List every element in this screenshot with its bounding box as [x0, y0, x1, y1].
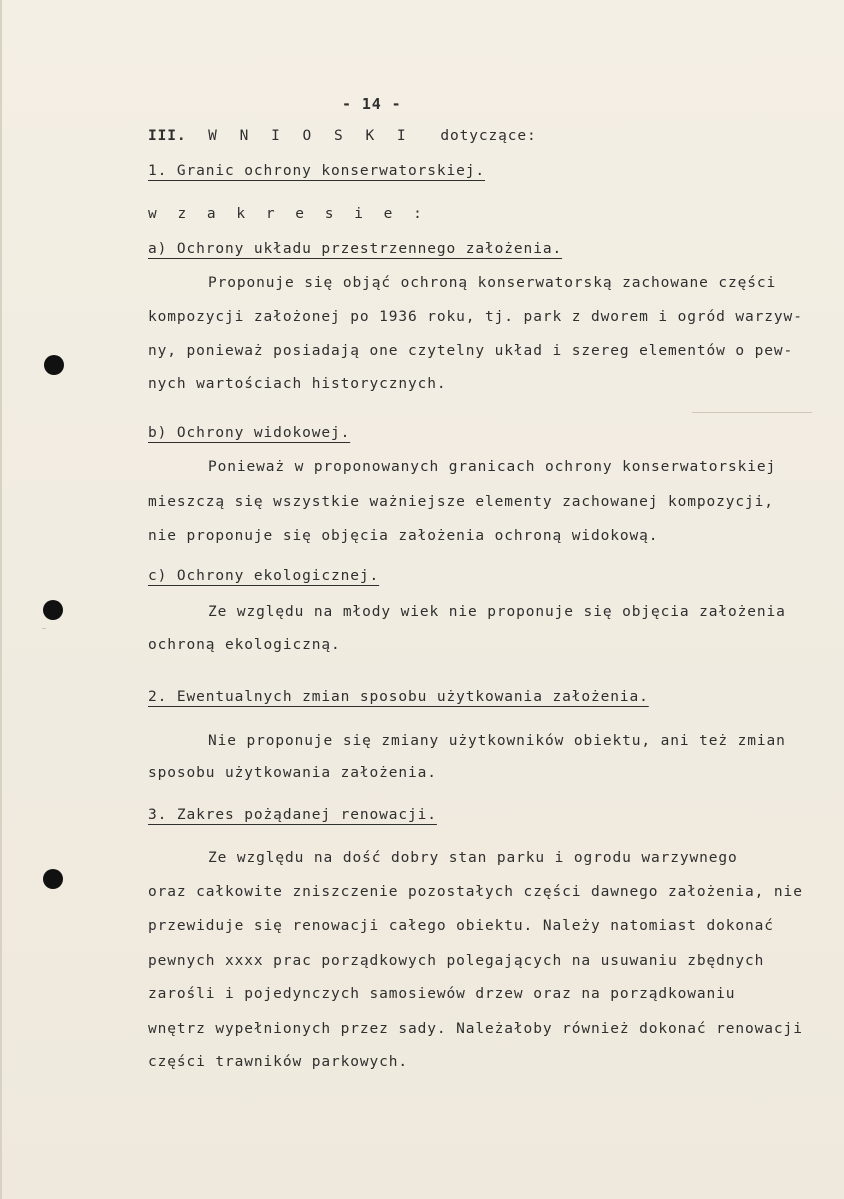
point-3-line: zarośli i pojedynczych samosiewów drzew oraz na porządkowaniu — [148, 986, 736, 1002]
punch-hole-bottom — [43, 869, 63, 889]
paper-streak — [692, 412, 812, 413]
point-3-line: przewiduje się renowacji całego obiektu. Należy natomiast dokonać — [148, 918, 774, 934]
punch-hole-top — [44, 355, 64, 375]
point-3-heading: 3. Zakres pożądanej renowacji. — [148, 807, 437, 823]
subsection-b-heading: b) Ochrony widokowej. — [148, 425, 351, 441]
section-numeral: III. — [148, 128, 187, 144]
subsection-a-line: kompozycji założonej po 1936 roku, tj. park z dworem i ogród warzyw- — [148, 309, 803, 325]
subsection-c-heading: c) Ochrony ekologicznej. — [148, 568, 380, 584]
point-3-line: oraz całkowite zniszczenie pozostałych części dawnego założenia, nie — [148, 884, 803, 900]
paper-mark — [42, 628, 46, 629]
point-2-heading: 2. Ewentualnych zmian sposobu użytkowania założenia. — [148, 689, 649, 705]
section-title — [148, 127, 537, 145]
point-3-line: pewnych xxxx prac porządkowych polegających na usuwaniu zbędnych — [148, 953, 765, 969]
point-2-line: sposobu użytkowania założenia. — [148, 765, 437, 781]
section-title-spaced: W N I O S K I — [208, 128, 413, 144]
point-3-line: Ze względu na dość dobry stan parku i ogrodu warzywnego — [208, 850, 738, 866]
point-3-line: wnętrz wypełnionych przez sady. Należałoby również dokonać renowacji — [148, 1021, 803, 1037]
subsection-b-line: nie proponuje się objęcia założenia ochroną widokową. — [148, 528, 659, 544]
page-number: - 14 - — [342, 95, 402, 113]
section-title-rest: dotyczące: — [440, 128, 537, 144]
point-1-heading: 1. Granic ochrony konserwatorskiej. — [148, 163, 486, 179]
subsection-a-line: Proponuje się objąć ochroną konserwatorską zachowane części — [208, 275, 777, 291]
subsection-a-line: ny, ponieważ posiadają one czytelny układ i szereg elementów o pew- — [148, 343, 794, 359]
subsection-c-line: ochroną ekologiczną. — [148, 637, 341, 653]
scope-label: w z a k r e s i e : — [148, 206, 428, 222]
point-2-line: Nie proponuje się zmiany użytkowników obiektu, ani też zmian — [208, 733, 786, 749]
point-3-line: części trawników parkowych. — [148, 1054, 409, 1070]
subsection-c-line: Ze względu na młody wiek nie proponuje się objęcia założenia — [208, 604, 786, 620]
subsection-b-line: Ponieważ w proponowanych granicach ochrony konserwatorskiej — [208, 459, 777, 475]
subsection-b-line: mieszczą się wszystkie ważniejsze elementy zachowanej kompozycji, — [148, 494, 774, 510]
subsection-a-heading: a) Ochrony układu przestrzennego założenia. — [148, 241, 563, 257]
punch-hole-middle — [43, 600, 63, 620]
subsection-a-line: nych wartościach historycznych. — [148, 376, 447, 392]
